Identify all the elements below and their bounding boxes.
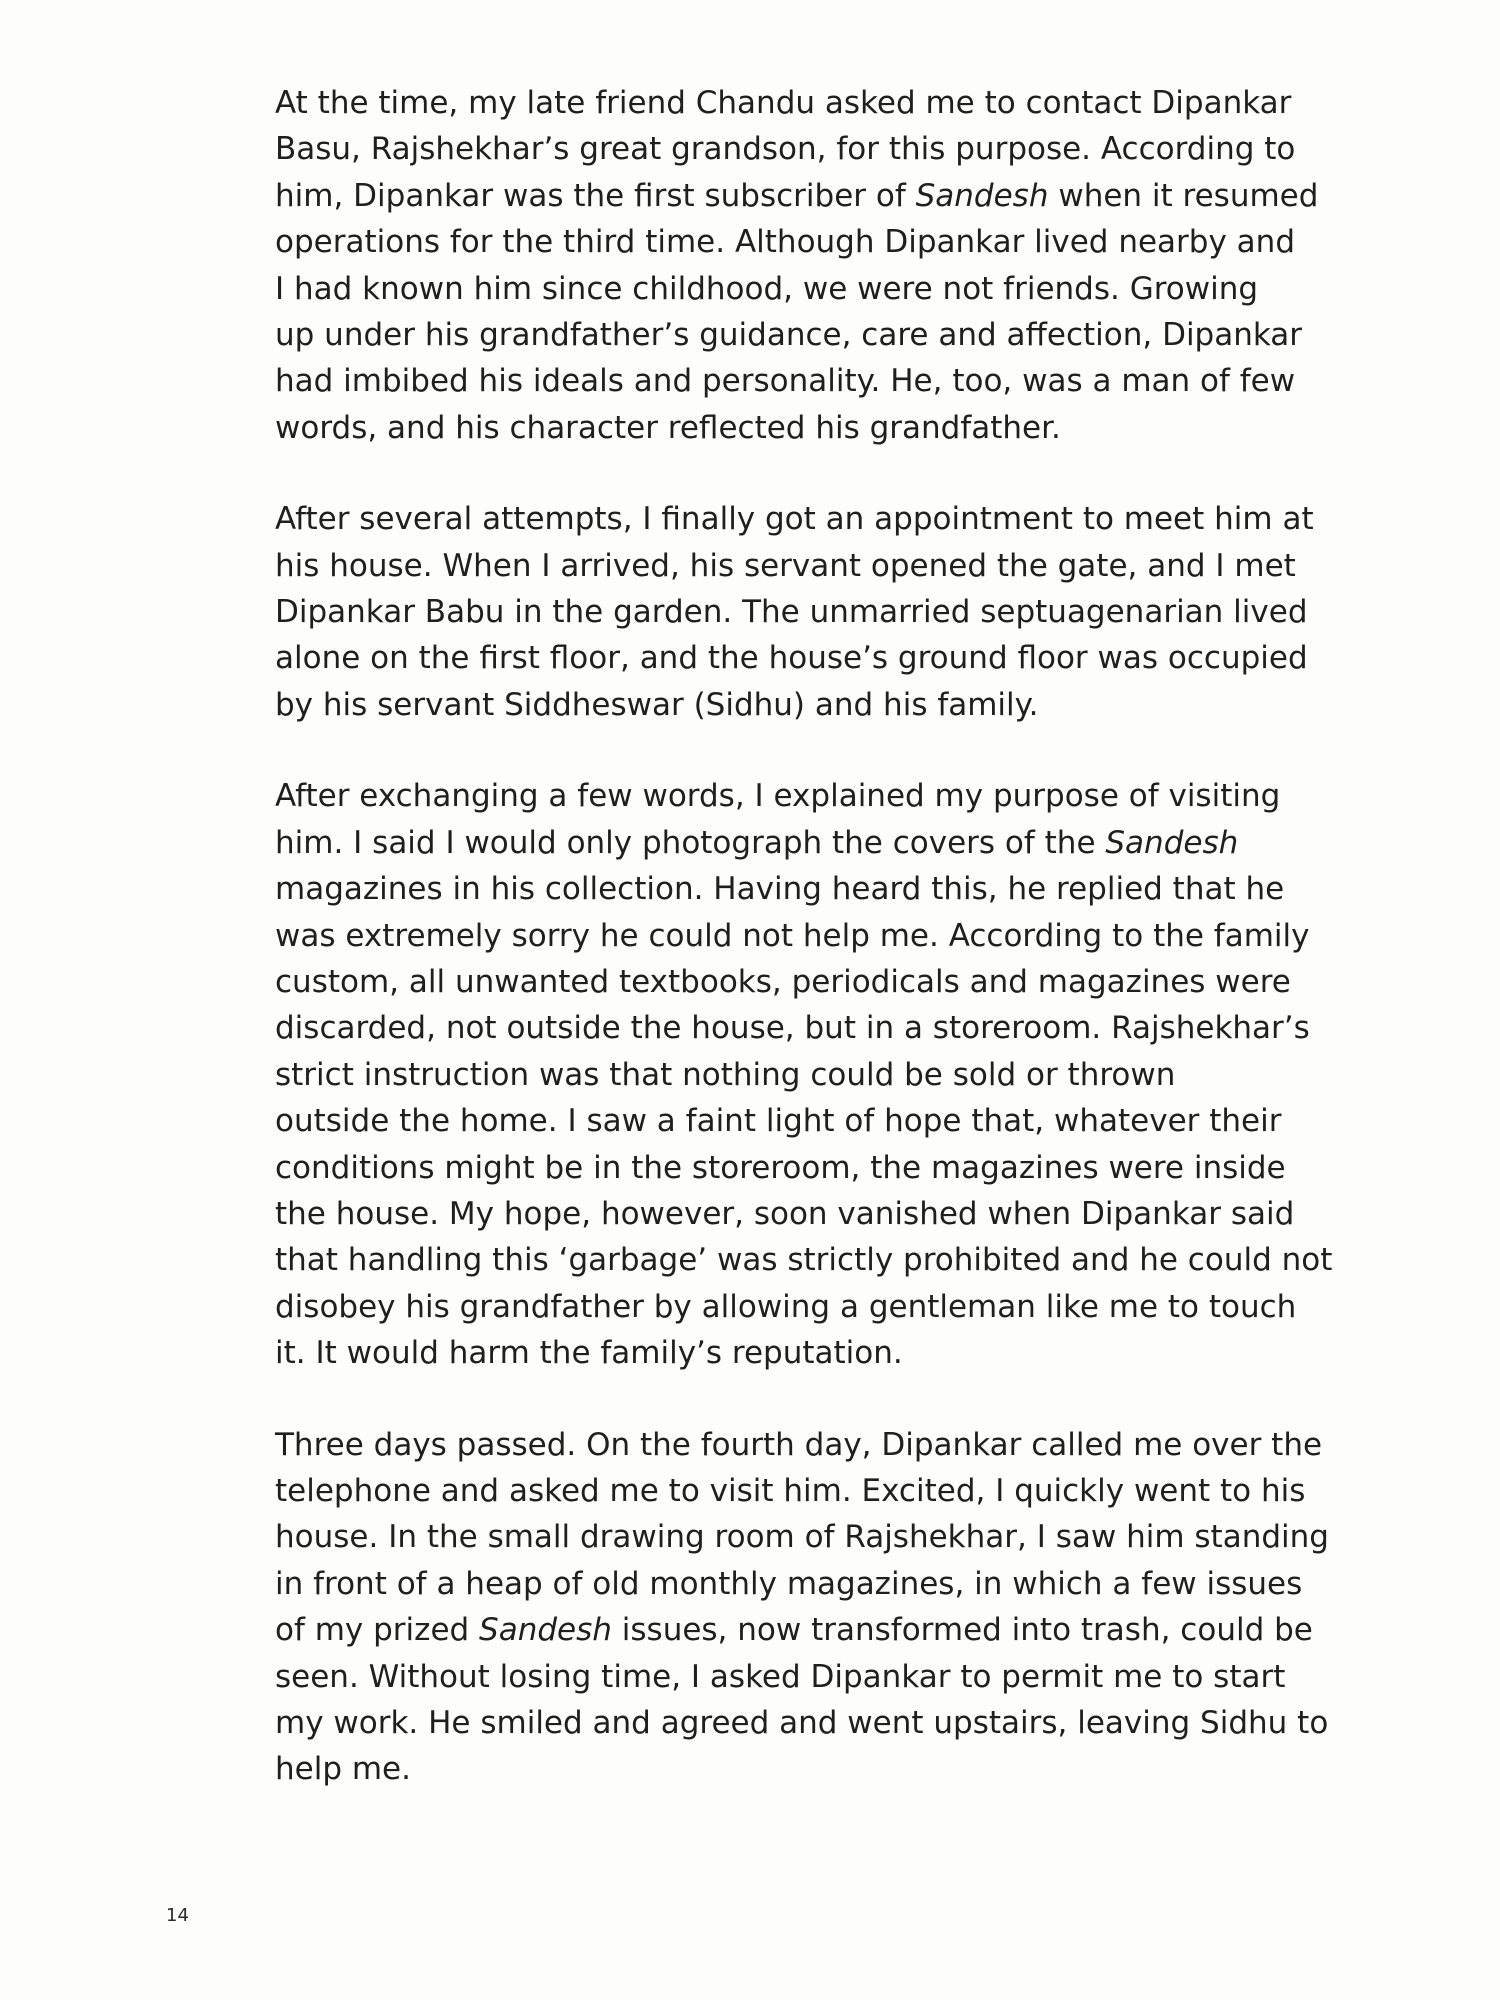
text-line — [275, 1654, 1355, 1700]
text-run: seen. Without losing time, I asked Dipankar to permit me to start — [275, 1658, 1286, 1695]
text-line — [275, 1237, 1355, 1283]
text-run: words, and his character reflected his grandfather. — [275, 409, 1061, 446]
paragraph — [275, 773, 1355, 1376]
text-run: Dipankar Babu in the garden. The unmarried septuagenarian lived — [275, 594, 1308, 631]
text-run: alone on the first floor, and the house’s ground floor was occupied — [275, 640, 1308, 677]
text-run: him. I said I would only photograph the covers of the — [275, 824, 1106, 861]
text-line — [275, 1746, 1355, 1792]
text-line — [275, 266, 1355, 312]
text-line — [275, 1514, 1355, 1560]
text-run: I had known him since childhood, we were not friends. Growing — [275, 270, 1259, 307]
text-run: magazines in his collection. Having heard this, he replied that he — [275, 871, 1285, 908]
text-line — [275, 866, 1355, 912]
page-number: 14 — [166, 1905, 189, 1926]
text-run: custom, all unwanted textbooks, periodicals and magazines were — [275, 963, 1291, 1000]
italic-title: Sandesh — [1105, 824, 1239, 861]
text-line — [275, 405, 1355, 451]
text-line — [275, 1098, 1355, 1144]
text-line — [275, 1607, 1355, 1653]
text-line — [275, 1005, 1355, 1051]
text-line — [275, 1330, 1355, 1376]
text-line — [275, 959, 1355, 1005]
text-run: conditions might be in the storeroom, the magazines were inside — [275, 1149, 1286, 1186]
text-line — [275, 1284, 1355, 1330]
paragraph — [275, 1422, 1355, 1793]
text-line — [275, 1422, 1355, 1468]
text-line — [275, 1468, 1355, 1514]
text-run: had imbibed his ideals and personality. He, too, was a man of few — [275, 363, 1296, 400]
text-line — [275, 1700, 1355, 1746]
text-line — [275, 1052, 1355, 1098]
text-run: help me. — [275, 1751, 411, 1788]
text-run: After several attempts, I finally got an appointment to meet him at — [275, 501, 1314, 538]
text-run: up under his grandfather’s guidance, care and affection, Dipankar — [275, 317, 1303, 354]
text-run: telephone and asked me to visit him. Excited, I quickly went to his — [275, 1472, 1306, 1509]
text-line — [275, 496, 1355, 542]
text-run: disobey his grandfather by allowing a gentleman like me to touch — [275, 1288, 1297, 1325]
text-line — [275, 820, 1355, 866]
text-run: strict instruction was that nothing could be sold or thrown — [275, 1056, 1176, 1093]
text-run: After exchanging a few words, I explained my purpose of visiting — [275, 778, 1281, 815]
paragraph — [275, 80, 1355, 451]
text-run: in front of a heap of old monthly magazines, in which a few issues — [275, 1565, 1303, 1602]
text-line — [275, 358, 1355, 404]
text-run: the house. My hope, however, soon vanished when Dipankar said — [275, 1195, 1295, 1232]
text-run: discarded, not outside the house, but in a storeroom. Rajshekhar’s — [275, 1010, 1310, 1047]
text-line — [275, 589, 1355, 635]
text-run: At the time, my late friend Chandu asked me to contact Dipankar — [275, 85, 1292, 121]
text-line — [275, 913, 1355, 959]
text-line — [275, 773, 1355, 819]
text-line — [275, 80, 1355, 126]
text-run: outside the home. I saw a faint light of hope that, whatever their — [275, 1103, 1282, 1140]
text-line — [275, 1191, 1355, 1237]
text-line — [275, 635, 1355, 681]
text-run: that handling this ‘garbage’ was strictly prohibited and he could not — [275, 1242, 1333, 1279]
text-line — [275, 173, 1355, 219]
text-run: him, Dipankar was the first subscriber of — [275, 177, 916, 214]
text-run: was extremely sorry he could not help me. According to the family — [275, 917, 1310, 954]
text-run: of my prized — [275, 1612, 480, 1649]
text-line — [275, 682, 1355, 728]
text-line — [275, 219, 1355, 265]
text-run: house. In the small drawing room of Rajshekhar, I saw him standing — [275, 1519, 1329, 1556]
paragraph — [275, 496, 1355, 728]
text-run: Basu, Rajshekhar’s great grandson, for this purpose. According to — [275, 131, 1296, 168]
text-run: my work. He smiled and agreed and went upstairs, leaving Sidhu to — [275, 1705, 1329, 1741]
text-run: when it resumed — [1048, 177, 1319, 214]
text-run: his house. When I arrived, his servant opened the gate, and I met — [275, 547, 1296, 584]
text-run: operations for the third time. Although Dipankar lived nearby and — [275, 224, 1296, 261]
italic-title: Sandesh — [915, 177, 1049, 214]
text-run: Three days passed. On the fourth day, Dipankar called me over the — [275, 1426, 1323, 1463]
text-run: issues, now transformed into trash, could be — [611, 1612, 1313, 1649]
text-run: it. It would harm the family’s reputation. — [275, 1335, 903, 1372]
text-line — [275, 1145, 1355, 1191]
text-line — [275, 312, 1355, 358]
italic-title: Sandesh — [479, 1612, 612, 1649]
text-line — [275, 126, 1355, 172]
body-text — [275, 80, 1355, 1838]
text-run: by his servant Siddheswar (Sidhu) and his family. — [275, 686, 1039, 723]
text-line — [275, 1561, 1355, 1607]
text-line — [275, 543, 1355, 589]
